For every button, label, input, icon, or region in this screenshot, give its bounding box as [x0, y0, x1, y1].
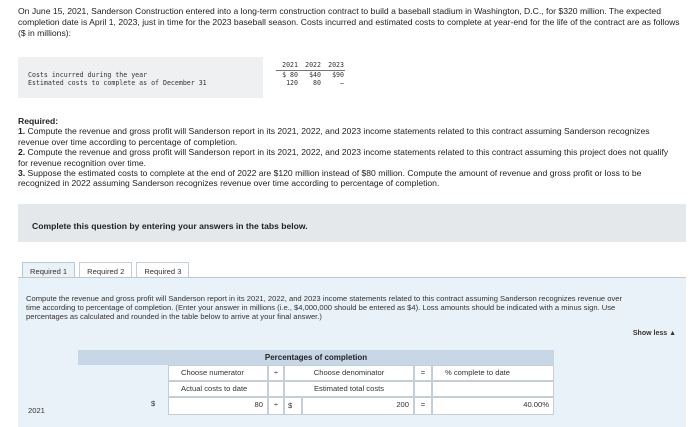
tab-required-1[interactable]: Required 1 [22, 262, 75, 280]
row-year-2021: 2021 [28, 406, 45, 415]
tab-content [18, 277, 686, 427]
equals-sign: = [414, 397, 432, 415]
est-cost-value: 120 [286, 79, 298, 87]
percent-complete-table [28, 350, 554, 427]
required-heading: Required: [18, 116, 59, 126]
table-header: Percentages of completion [78, 350, 554, 365]
numerator-dropdown[interactable]: Choose numerator [168, 365, 268, 381]
complete-instruction: Complete this question by entering your answers in the tabs below. [32, 221, 308, 231]
numerator-input[interactable]: 80 [168, 397, 268, 415]
cost-incurred-value: $ 80 [282, 70, 298, 79]
cost-labels-panel [18, 57, 263, 98]
required-item: 1. Compute the revenue and gross profit will Sanderson report in its 2021, 2022, and 2023 income statements related to this contract assuming Sanderson recognizes revenue over time according to percentage of completion. [18, 126, 650, 147]
est-cost-value: – [340, 79, 344, 87]
required-item: 2. Compute the revenue and gross profit will Sanderson report in its 2021, 2022, and 2023 income statements related to this contract assuming this project does not qualify for revenue recognition over time. [18, 147, 669, 168]
denominator-dropdown[interactable]: Choose denominator [284, 365, 414, 381]
problem-intro: On June 15, 2021, Sanderson Construction entered into a long-term construction contract to build a baseball stadium in Washington, D.C., for $320 million. The expected completion date is April 1, 2023, just in time for the 2023 baseball season. Costs incurred and estimated costs to complete at year-end for the life of the contract are as follows ($ in millions): [18, 6, 680, 38]
show-less-link[interactable]: Show less ▲ [632, 330, 676, 337]
year-header: 2023 [328, 61, 344, 69]
denominator-selection[interactable]: Estimated total costs [284, 381, 414, 397]
denominator-input[interactable]: 200 [302, 397, 414, 415]
complete-instruction-bar [18, 204, 686, 242]
cost-row-label-incurred: Costs incurred during the year [28, 71, 148, 79]
result-header: % complete to date [432, 365, 554, 381]
result-input[interactable]: 40.00% [432, 397, 554, 415]
dollar-sign: $ [151, 399, 156, 408]
year-header: 2021 [282, 61, 298, 69]
dollar-sign: $ [284, 397, 302, 415]
required-item: 3. Suppose the estimated costs to complete at the end of 2022 are $120 million instead of $80 million. Compute the amount of revenue and gross profit or loss to be recognized in 2022 assuming Sanderson recognizes revenue over time according to percentage of completion. [18, 168, 642, 189]
tab-required-2[interactable]: Required 2 [79, 262, 132, 280]
cost-row-label-estimated: Estimated costs to complete as of December 31 [28, 79, 207, 87]
blank-cell [414, 381, 432, 397]
divide-sign: ÷ [268, 365, 284, 381]
divide-sign: ÷ [268, 397, 284, 415]
blank-cell [432, 381, 554, 397]
numerator-selection[interactable]: Actual costs to date [168, 381, 268, 397]
cost-table [276, 61, 345, 88]
equals-sign: = [414, 365, 432, 381]
cost-incurred-value: $40 [309, 70, 321, 79]
year-header: 2022 [305, 61, 321, 69]
required-section [18, 116, 678, 189]
instructions-text: Compute the revenue and gross profit will Sanderson report in its 2021, 2022, and 2023 income statements related to this contract assuming Sanderson recognizes revenue over time according to percentage of completion. (Enter your answer in millions (i.e., $4,000,000 should be entered as $4). Loss amounts should be indicated with a minus sign. Use percentages as calculated and rounded in the table below to arrive at your final answer.) [26, 294, 623, 322]
blank-cell [268, 381, 284, 397]
cost-incurred-value: $90 [332, 70, 344, 79]
est-cost-value: 80 [313, 79, 321, 87]
tab-required-3[interactable]: Required 3 [136, 262, 189, 280]
